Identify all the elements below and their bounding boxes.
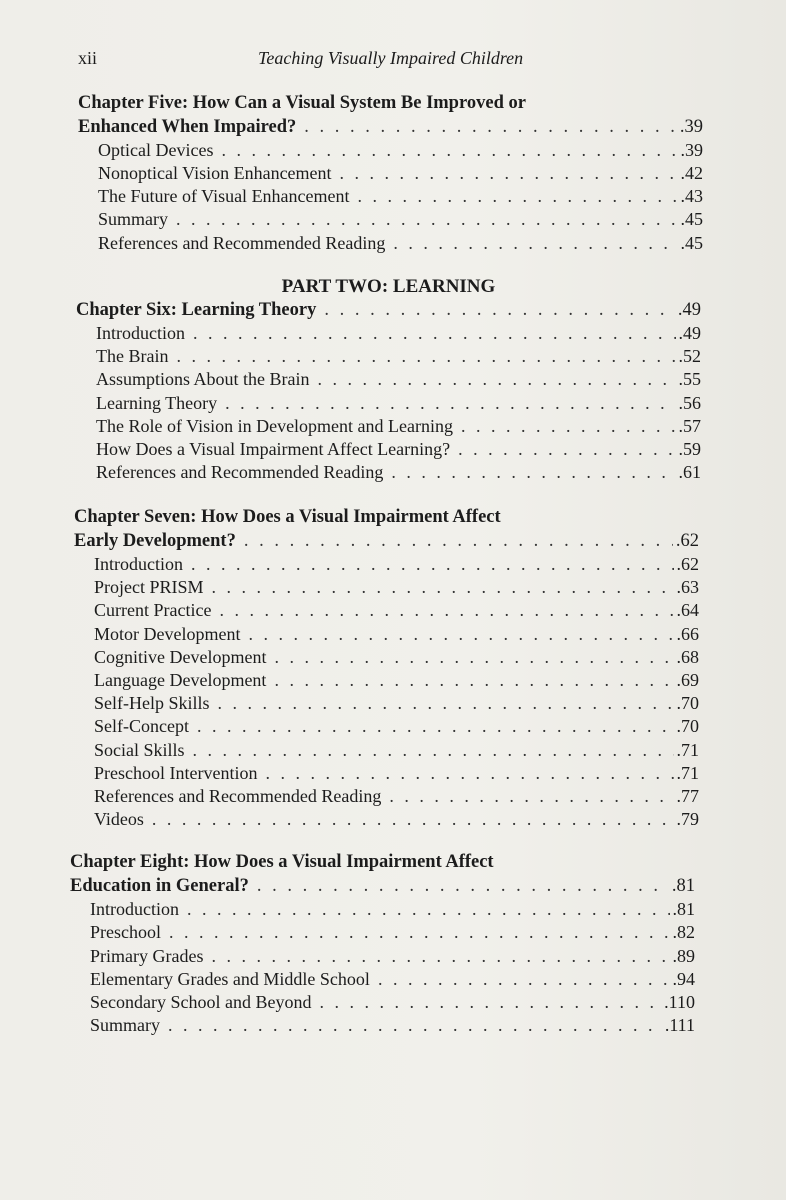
leader-dots [248, 623, 673, 646]
chapter-head-entry [78, 116, 703, 139]
leader-dots [218, 692, 674, 715]
entry-label: Cognitive Development [94, 646, 267, 667]
toc-entry [76, 368, 701, 391]
toc-entry [70, 1014, 695, 1037]
toc-entry [74, 576, 699, 599]
leader-dots [221, 139, 677, 162]
leader-dots [324, 299, 675, 322]
toc-entry [74, 623, 699, 646]
leader-dots [378, 968, 670, 991]
entry-page: .69 [676, 670, 699, 691]
entry-page: .66 [676, 623, 699, 644]
entry-page: .61 [678, 462, 701, 483]
toc-entry [74, 692, 699, 715]
entry-page: .77 [676, 786, 699, 807]
entry-label: Preschool Intervention [94, 762, 258, 783]
entry-page: .81 [672, 899, 695, 920]
leader-dots [257, 875, 669, 898]
leader-dots [274, 669, 673, 692]
leader-dots [358, 185, 678, 208]
leader-dots [389, 785, 673, 808]
toc-entry [78, 162, 703, 185]
leader-dots [319, 991, 661, 1014]
toc-entry [74, 646, 699, 669]
entry-page: .110 [664, 992, 695, 1012]
toc-entry [74, 553, 699, 576]
entry-page: .94 [672, 968, 695, 989]
entry-page: .70 [676, 693, 699, 714]
entry-label: Summary [98, 209, 168, 230]
toc-entry [70, 945, 695, 968]
entry-label: Introduction [94, 554, 183, 575]
entry-label: Introduction [96, 322, 185, 343]
chapter-six [76, 299, 786, 485]
toc-entry [70, 898, 695, 921]
leader-dots [187, 898, 670, 921]
entry-label: Videos [94, 809, 144, 830]
entry-label: References and Recommended Reading [98, 232, 386, 253]
leader-dots [244, 530, 673, 553]
entry-page: .45 [680, 232, 703, 253]
entry-label: Early Development? [74, 530, 236, 551]
entry-label: Elementary Grades and Middle School [90, 968, 370, 989]
entry-label: The Future of Visual Enhancement [98, 186, 350, 207]
toc-entry [78, 185, 703, 208]
entry-page: .79 [676, 809, 699, 830]
toc-entry [74, 715, 699, 738]
running-title: Teaching Visually Impaired Children [258, 48, 524, 68]
entry-label: Social Skills [94, 739, 185, 760]
entry-page: .57 [678, 415, 701, 436]
leader-dots [193, 739, 674, 762]
leader-dots [318, 368, 676, 391]
leader-dots [212, 576, 674, 599]
chapter-heading: Chapter Seven: How Does a Visual Impairment Affect [74, 507, 501, 528]
leader-dots [340, 162, 678, 185]
entry-page: .56 [678, 392, 701, 413]
leader-dots [219, 599, 673, 622]
entry-label: Learning Theory [96, 392, 218, 413]
chapter-seven [74, 506, 786, 831]
entry-label: References and Recommended Reading [94, 786, 382, 807]
chapter-head-entry [74, 530, 699, 553]
leader-dots [211, 945, 669, 968]
entry-label: Current Practice [94, 600, 212, 621]
leader-dots [176, 208, 678, 231]
entry-label: Chapter Six: Learning Theory [76, 299, 317, 320]
entry-label: Enhanced When Impaired? [78, 116, 297, 137]
entry-label: Motor Development [94, 623, 241, 644]
entry-page: .43 [680, 186, 703, 207]
entry-label: Language Development [94, 670, 267, 691]
part-two [76, 275, 786, 299]
entry-label: Project PRISM [94, 577, 204, 598]
chapter-five [78, 92, 786, 255]
leader-dots [458, 438, 675, 461]
entry-label: Summary [90, 1015, 160, 1036]
entry-label: Nonoptical Vision Enhancement [98, 162, 332, 183]
leader-dots [169, 921, 670, 944]
entry-label: Assumptions About the Brain [96, 369, 310, 390]
part-heading: PART TWO: LEARNING [281, 275, 496, 297]
toc-entry [78, 232, 703, 255]
entry-page: .39 [680, 139, 703, 160]
chapter-heading: Chapter Eight: How Does a Visual Impairment Affect [70, 852, 494, 873]
entry-page: .63 [676, 577, 699, 598]
entry-page: .89 [672, 945, 695, 966]
toc-entry [74, 739, 699, 762]
entry-page: .81 [671, 875, 695, 896]
toc-entry [74, 808, 699, 831]
chapter-head-entry [70, 875, 695, 898]
toc-entry [70, 968, 695, 991]
toc-entry [70, 921, 695, 944]
toc-entry [76, 392, 701, 415]
entry-page: .68 [676, 646, 699, 667]
toc-entry [76, 461, 701, 484]
toc-entry [74, 599, 699, 622]
entry-label: Primary Grades [90, 945, 204, 966]
entry-label: The Brain [96, 346, 169, 367]
toc-entry [78, 139, 703, 162]
entry-page: .49 [678, 322, 701, 343]
entry-label: Secondary School and Beyond [90, 992, 312, 1012]
entry-page: .71 [676, 762, 699, 783]
entry-page: .55 [678, 369, 701, 390]
entry-page: .62 [676, 554, 699, 575]
entry-page: .71 [676, 739, 699, 760]
running-head [78, 48, 708, 72]
leader-dots [461, 415, 675, 438]
entry-label: Self-Concept [94, 716, 189, 737]
leader-dots [193, 322, 676, 345]
leader-dots [274, 646, 673, 669]
entry-page: .42 [680, 162, 703, 183]
entry-page: .39 [679, 116, 703, 137]
entry-label: Education in General? [70, 875, 249, 896]
toc-entry [70, 991, 695, 1014]
toc-entry [76, 322, 701, 345]
entry-page: .49 [677, 299, 701, 320]
toc-entry [78, 208, 703, 231]
page-folio: xii [78, 48, 98, 68]
toc-entry [74, 762, 699, 785]
entry-label: How Does a Visual Impairment Affect Learning? [96, 438, 451, 459]
entry-page: .59 [678, 438, 701, 459]
entry-label: Introduction [90, 899, 179, 920]
entry-label: Preschool [90, 922, 161, 943]
leader-dots [168, 1014, 662, 1037]
entry-label: Optical Devices [98, 139, 214, 160]
toc-entry [74, 669, 699, 692]
entry-page: .70 [676, 716, 699, 737]
entry-label: References and Recommended Reading [96, 462, 384, 483]
entry-label: Self-Help Skills [94, 693, 210, 714]
chapter-heading: Chapter Five: How Can a Visual System Be Improved or [78, 93, 526, 113]
entry-page: .64 [676, 600, 699, 621]
entry-page: .45 [680, 209, 703, 230]
entry-page: .82 [672, 922, 695, 943]
leader-dots [225, 392, 675, 415]
entry-page: .52 [678, 346, 701, 367]
leader-dots [393, 232, 677, 255]
leader-dots [191, 553, 674, 576]
entry-page: .111 [664, 1015, 695, 1036]
leader-dots [176, 345, 675, 368]
chapter-eight [70, 851, 786, 1037]
leader-dots [197, 715, 674, 738]
entry-page: .62 [675, 530, 699, 551]
chapter-head-entry [76, 299, 701, 322]
toc-entry [76, 438, 701, 461]
leader-dots [265, 762, 673, 785]
leader-dots [152, 808, 674, 831]
table-of-contents [0, 92, 786, 1057]
toc-entry [76, 415, 701, 438]
toc-entry [76, 345, 701, 368]
entry-label: The Role of Vision in Development and Learning [96, 415, 454, 436]
toc-entry [74, 785, 699, 808]
leader-dots [304, 116, 677, 139]
leader-dots [391, 461, 675, 484]
